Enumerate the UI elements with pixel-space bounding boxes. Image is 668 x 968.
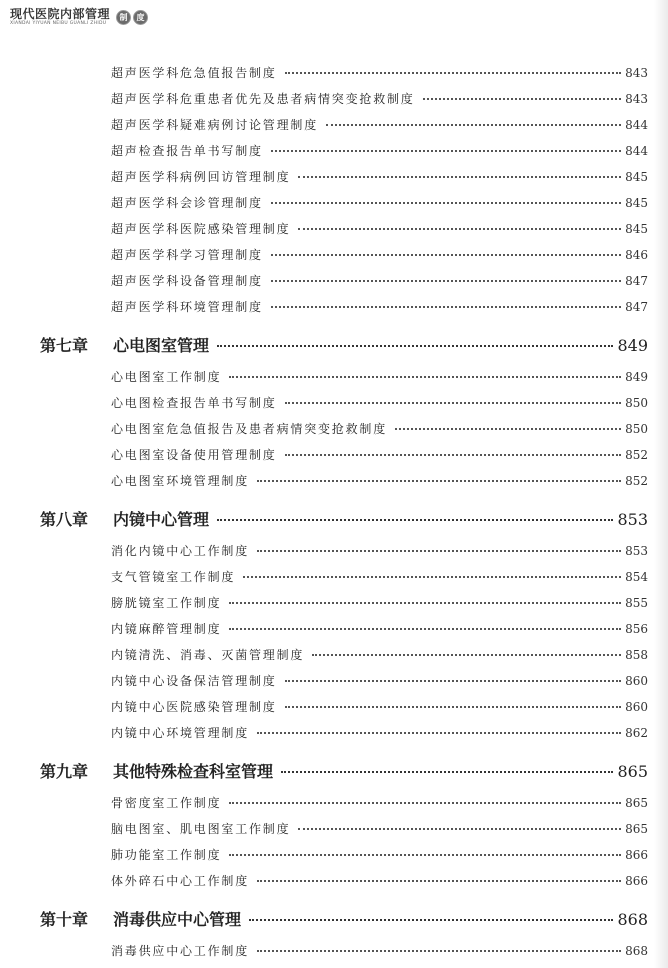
entry-title: 超声医学科危重患者优先及患者病情突变抢救制度 xyxy=(111,92,415,106)
entry-title: 心电图室设备使用管理制度 xyxy=(111,448,277,462)
page-number: 862 xyxy=(625,726,648,740)
page-number: 868 xyxy=(625,944,648,958)
dot-leader xyxy=(271,254,621,256)
dot-leader xyxy=(229,802,621,804)
book-subtitle-pinyin: XIANDAI YIYUAN NEIBU GUANLI ZHIDU xyxy=(10,20,107,26)
entry-title: 心电图室环境管理制度 xyxy=(111,474,250,488)
page-number: 844 xyxy=(625,118,648,132)
toc-chapter-row xyxy=(40,907,648,931)
entry-title: 内镜中心医院感染管理制度 xyxy=(111,700,277,714)
toc-entry-row xyxy=(111,246,648,264)
chapter-title: 消毒供应中心管理 xyxy=(113,910,242,929)
dot-leader xyxy=(285,680,621,682)
page-number: 852 xyxy=(625,448,648,462)
dot-leader xyxy=(217,345,613,347)
toc-entry-row xyxy=(111,542,648,560)
toc-entry-row xyxy=(111,698,648,716)
page-number: 847 xyxy=(625,300,648,314)
chapter-number: 第八章 xyxy=(40,510,89,529)
page-number: 847 xyxy=(625,274,648,288)
dot-leader xyxy=(285,706,621,708)
dot-leader xyxy=(217,519,613,521)
toc-entry-row xyxy=(111,394,648,412)
dot-leader xyxy=(229,376,621,378)
toc-entry-row xyxy=(111,620,648,638)
dot-leader xyxy=(285,402,621,404)
page-number: 865 xyxy=(625,822,648,836)
page-number: 860 xyxy=(625,674,648,688)
toc-chapter-row xyxy=(40,759,648,783)
toc-entry-row xyxy=(111,142,648,160)
entry-title: 超声医学科危急值报告制度 xyxy=(111,66,277,80)
toc-entry-row xyxy=(111,846,648,864)
entry-title: 骨密度室工作制度 xyxy=(111,796,222,810)
running-header xyxy=(10,4,148,30)
entry-title: 膀胱镜室工作制度 xyxy=(111,596,222,610)
page-number: 852 xyxy=(625,474,648,488)
header-text-block xyxy=(10,8,110,27)
entry-title: 超声医学科学习管理制度 xyxy=(111,248,263,262)
dot-leader xyxy=(229,628,621,630)
dot-leader xyxy=(298,828,621,830)
page-number: 868 xyxy=(617,910,648,929)
entry-title: 支气管镜室工作制度 xyxy=(111,570,236,584)
dot-leader xyxy=(298,176,621,178)
dot-leader xyxy=(312,654,621,656)
toc-entry-row xyxy=(111,298,648,316)
dot-leader xyxy=(298,228,621,230)
toc-chapter-row xyxy=(40,333,648,357)
entry-title: 消毒供应中心工作制度 xyxy=(111,944,250,958)
page-number: 844 xyxy=(625,144,648,158)
dot-leader xyxy=(281,771,613,773)
page-number: 846 xyxy=(625,248,648,262)
entry-title: 超声医学科环境管理制度 xyxy=(111,300,263,314)
page-number: 856 xyxy=(625,622,648,636)
entry-title: 消化内镜中心工作制度 xyxy=(111,544,250,558)
dot-leader xyxy=(257,550,621,552)
chapter-number: 第九章 xyxy=(40,762,89,781)
toc-entry-row xyxy=(111,168,648,186)
header-badges xyxy=(116,10,148,25)
dot-leader xyxy=(257,732,621,734)
dot-leader xyxy=(249,919,613,921)
entry-title: 超声检查报告单书写制度 xyxy=(111,144,263,158)
entry-title: 心电图检查报告单书写制度 xyxy=(111,396,277,410)
toc-entry-row xyxy=(111,820,648,838)
entry-title: 体外碎石中心工作制度 xyxy=(111,874,250,888)
dot-leader xyxy=(243,576,621,578)
badge-du: 度 xyxy=(133,10,148,25)
toc-entry-row xyxy=(111,64,648,82)
page-number: 845 xyxy=(625,222,648,236)
toc-entry-row xyxy=(111,672,648,690)
dot-leader xyxy=(271,280,621,282)
entry-title: 脑电图室、肌电图室工作制度 xyxy=(111,822,291,836)
page-number: 855 xyxy=(625,596,648,610)
toc-entry-row xyxy=(111,724,648,742)
dot-leader xyxy=(257,950,621,952)
toc-entry-row xyxy=(111,368,648,386)
chapter-number: 第七章 xyxy=(40,336,89,355)
entry-title: 超声医学科设备管理制度 xyxy=(111,274,263,288)
badge-zhi: 制 xyxy=(116,10,131,25)
dot-leader xyxy=(271,202,621,204)
toc-entry-row xyxy=(111,272,648,290)
toc-entry-row xyxy=(111,942,648,960)
dot-leader xyxy=(423,98,621,100)
page-number: 849 xyxy=(625,370,648,384)
page-number: 849 xyxy=(617,336,648,355)
page-number: 845 xyxy=(625,170,648,184)
entry-title: 超声医学科医院感染管理制度 xyxy=(111,222,291,236)
toc-entry-row xyxy=(111,472,648,490)
toc-chapter-row xyxy=(40,507,648,531)
toc-entry-row xyxy=(111,420,648,438)
page-number: 850 xyxy=(625,422,648,436)
toc-entry-row xyxy=(111,220,648,238)
toc-entry-row xyxy=(111,794,648,812)
entry-title: 内镜中心设备保洁管理制度 xyxy=(111,674,277,688)
chapter-title: 心电图室管理 xyxy=(113,336,210,355)
page-number: 843 xyxy=(625,92,648,106)
chapter-title: 内镜中心管理 xyxy=(113,510,210,529)
dot-leader xyxy=(271,150,621,152)
book-title: 现代医院内部管理 xyxy=(10,6,111,21)
dot-leader xyxy=(257,480,621,482)
dot-leader xyxy=(285,72,621,74)
page-number: 853 xyxy=(625,544,648,558)
page-number: 850 xyxy=(625,396,648,410)
chapter-number: 第十章 xyxy=(40,910,89,929)
toc-entry-row xyxy=(111,116,648,134)
entry-title: 超声医学科病例回访管理制度 xyxy=(111,170,291,184)
toc-entry-row xyxy=(111,646,648,664)
dot-leader xyxy=(229,854,621,856)
toc-entry-row xyxy=(111,872,648,890)
page-number: 860 xyxy=(625,700,648,714)
toc-entry-row xyxy=(111,446,648,464)
page-edge-shadow xyxy=(654,0,668,968)
page-number: 858 xyxy=(625,648,648,662)
toc-entry-row xyxy=(111,90,648,108)
entry-title: 肺功能室工作制度 xyxy=(111,848,222,862)
entry-title: 内镜清洗、消毒、灭菌管理制度 xyxy=(111,648,305,662)
entry-title: 内镜麻醉管理制度 xyxy=(111,622,222,636)
entry-title: 心电图室危急值报告及患者病情突变抢救制度 xyxy=(111,422,388,436)
page-number: 865 xyxy=(617,762,648,781)
toc-entry-row xyxy=(111,594,648,612)
entry-title: 超声医学科会诊管理制度 xyxy=(111,196,263,210)
dot-leader xyxy=(257,880,621,882)
page-number: 866 xyxy=(625,848,648,862)
page-number: 845 xyxy=(625,196,648,210)
entry-title: 心电图室工作制度 xyxy=(111,370,222,384)
page-number: 866 xyxy=(625,874,648,888)
dot-leader xyxy=(285,454,621,456)
toc-entry-row xyxy=(111,194,648,212)
dot-leader xyxy=(229,602,621,604)
page-number: 865 xyxy=(625,796,648,810)
toc-entry-row xyxy=(111,568,648,586)
page-number: 843 xyxy=(625,66,648,80)
dot-leader xyxy=(326,124,621,126)
page-number: 854 xyxy=(625,570,648,584)
entry-title: 内镜中心环境管理制度 xyxy=(111,726,250,740)
chapter-title: 其他特殊检查科室管理 xyxy=(113,762,274,781)
dot-leader xyxy=(395,428,621,430)
dot-leader xyxy=(271,306,621,308)
page-number: 853 xyxy=(617,510,648,529)
entry-title: 超声医学科疑难病例讨论管理制度 xyxy=(111,118,319,132)
